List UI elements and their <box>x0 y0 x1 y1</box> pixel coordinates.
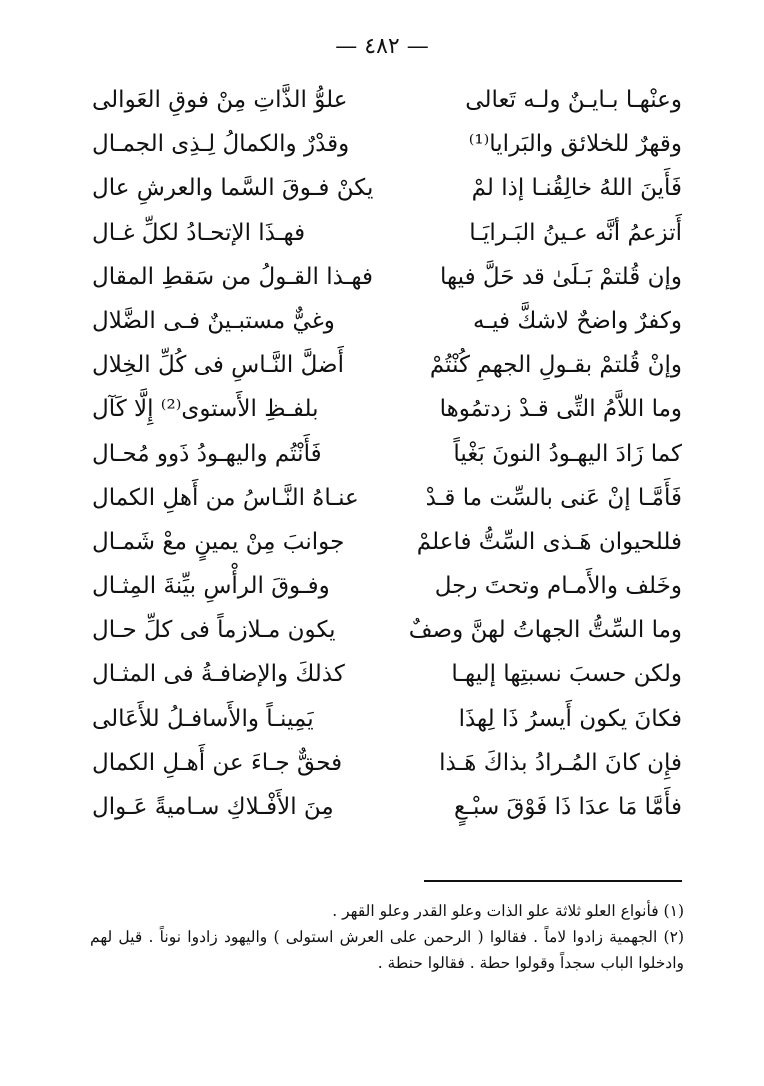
verse-second-hemistich: وفـوقَ الرأْسِ بيِّنةَ المِثـال <box>92 573 330 600</box>
verse-line <box>92 299 682 343</box>
verse-second-hemistich: فَأَنْتُم واليهـودُ ذَوو مُحـال <box>92 440 322 467</box>
verse-second-hemistich: علوُّ الذَّاتِ مِنْ فوقِ العَوالى <box>92 87 348 113</box>
verse-second-hemistich: فهـذَا الإتحـادُ لكلِّ غـال <box>92 219 306 246</box>
verse-first-hemistich: كما زَادَ اليهـودُ النونَ بَغْياً <box>453 440 682 467</box>
verse-line <box>92 78 682 122</box>
verse-second-hemistich: عنـاهُ النَّـاسُ من أَهلِ الكمال <box>92 484 359 511</box>
verse-line <box>92 741 682 785</box>
verse-line <box>92 343 682 387</box>
verse-line <box>92 211 682 255</box>
verse-first-hemistich: فللحيوان هَـذى السِّتُّ فاعلمْ <box>416 528 682 555</box>
verse-second-hemistich: وغيٌّ مستبـينٌ فـى الضَّلال <box>92 307 335 334</box>
verse-second-hemistich: أَضلَّ النَّـاسِ فى كُلِّ الخِلال <box>92 352 344 379</box>
verse-second-hemistich: بلفـظِ الأَستوى⁽²⁾ إِلَّا كَآل <box>92 396 319 423</box>
footnotes <box>90 898 684 976</box>
verse-first-hemistich: فَأَمَّـا إنْ عَنى بالسِّت ما قـدْ <box>425 484 682 511</box>
verse-first-hemistich: أَتزعمُ أنَّه عـينُ البَـرايَـا <box>469 219 682 246</box>
verse-first-hemistich: فَأَينَ اللهُ خالِقُنـا إذا لمْ <box>471 175 682 202</box>
verse-second-hemistich: يَمِينـاً والأَسافـلُ للأَعَالى <box>92 705 314 732</box>
verse-first-hemistich: فأَمَّا مَا عدَا ذَا فَوْقَ سبْـعٍ <box>454 794 682 820</box>
verse-line <box>92 785 682 829</box>
verse-first-hemistich: فإِن كانَ المُـرادُ بذاكَ هَـذا <box>439 749 682 776</box>
verse-first-hemistich: ولكن حسبَ نسبتِها إليهـا <box>451 661 682 688</box>
page-number: — ٤٨٢ — <box>335 34 429 59</box>
verse-line <box>92 476 682 520</box>
poem <box>92 78 682 829</box>
verse-line <box>92 564 682 608</box>
footnote-1: (١) فأنواع العلو ثلاثة علو الذات وعلو القدر وعلو القهر . <box>332 902 684 920</box>
verse-first-hemistich: وعنْهـا بـايـنٌ ولـه تَعالى <box>465 87 682 113</box>
verse-line <box>92 122 682 166</box>
verse-second-hemistich: كذلكَ والإضافـةُ فى المثـال <box>92 661 345 688</box>
verse-line <box>92 255 682 299</box>
verse-first-hemistich: فكانَ يكون أَيسرُ ذَا لِهذَا <box>458 705 682 732</box>
verse-first-hemistich: وخَلف والأَمـام وتحتَ رجل <box>434 573 682 600</box>
verse-second-hemistich: يكون مـلازماً فى كلِّ حـال <box>92 617 336 644</box>
verse-line <box>92 697 682 741</box>
verse-line <box>92 387 682 431</box>
verse-second-hemistich: جوانبَ مِنْ يمينٍ معْ شَمـال <box>92 528 345 555</box>
verse-first-hemistich: وما اللاَّمُ التِّى قـدْ زدتمُوها <box>439 396 682 423</box>
verse-second-hemistich: فحقٌّ جـاءَ عن أَهـلِ الكمال <box>92 749 343 776</box>
verse-second-hemistich: يكنْ فـوقَ السَّما والعرشِ عال <box>92 175 374 202</box>
verse-line <box>92 608 682 652</box>
verse-line <box>92 432 682 476</box>
verse-first-hemistich: وكفرٌ واضحٌ لاشكَّ فيـه <box>473 307 682 334</box>
verse-line <box>92 166 682 210</box>
verse-second-hemistich: وقدْرٌ والكمالُ لِـذِى الجمـال <box>92 131 350 158</box>
verse-second-hemistich: فهـذا القـولُ من سَقطِ المقال <box>92 263 374 290</box>
footnote-2: (٢) الجهمية زادوا لاماً . فقالوا ( الرحمن على العرش استولى ) واليهود زادوا نوناً . قيل لهم وادخلوا الباب سجداً وقولوا حطة . فقالوا حنطة . <box>90 928 684 972</box>
verse-line <box>92 520 682 564</box>
verse-first-hemistich: وما السِّتُّ الجهاتُ لهنَّ وصفٌ <box>408 617 682 644</box>
verse-first-hemistich: وقهرٌ للخلائق والبَرايا⁽¹⁾ <box>468 131 682 158</box>
footnote-separator <box>424 880 682 882</box>
verse-first-hemistich: وإن قُلتمْ بَـلَىٰ قد حَلَّ فيها <box>440 263 682 290</box>
verse-line <box>92 652 682 696</box>
verse-first-hemistich: وإنْ قُلتمْ بقـولِ الجهمِ كُنْتُمْ <box>429 352 682 379</box>
verse-second-hemistich: مِنَ الأَفْـلاكِ سـاميةً عَـوال <box>92 794 334 820</box>
